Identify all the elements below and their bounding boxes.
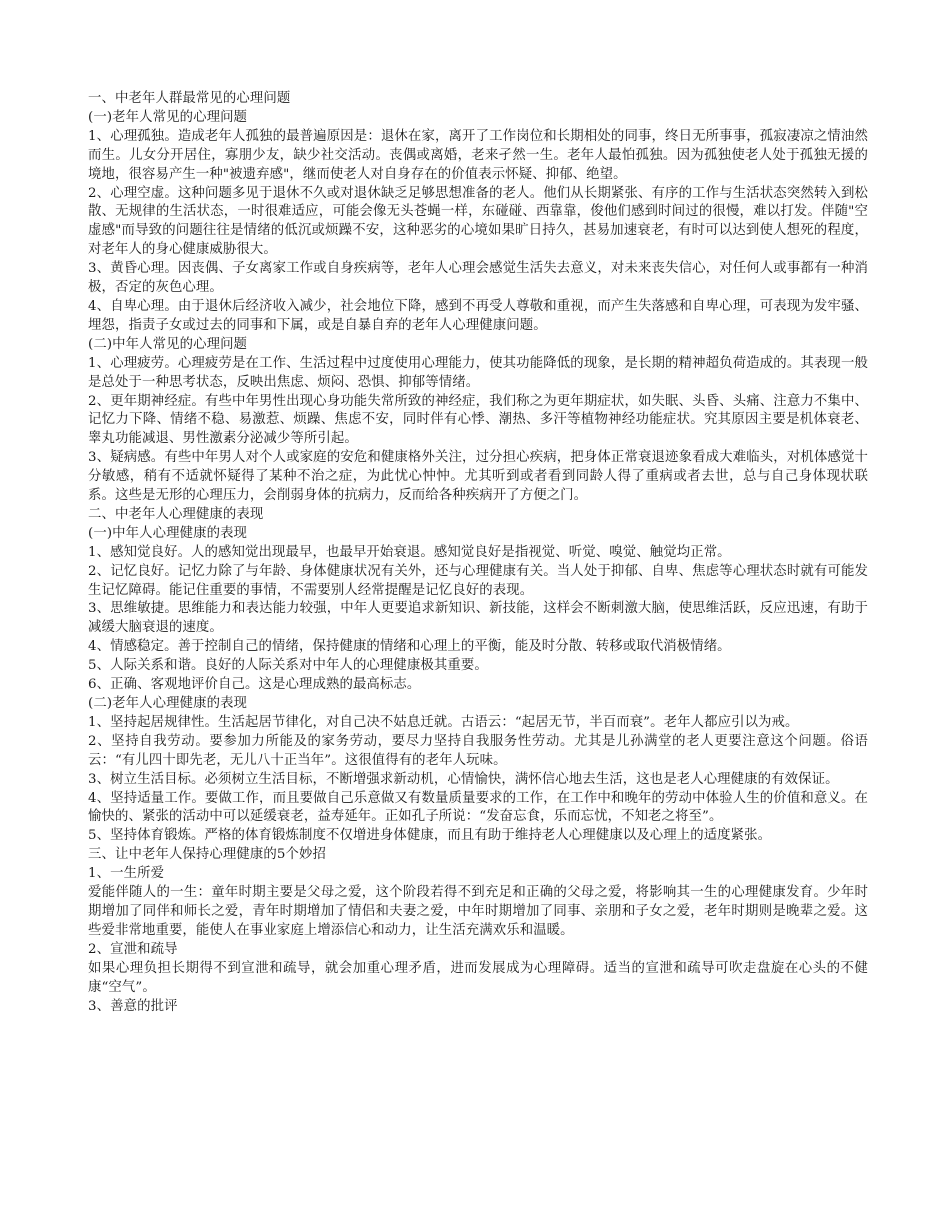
body-paragraph: 5、坚持体育锻炼。严格的体育锻炼制度不仅增进身体健康，而且有助于维持老人心理健康以及心理上的适度紧张。: [88, 828, 772, 844]
subsection-heading: 1、一生所爱: [88, 866, 165, 882]
subsection-heading: 2、宣泄和疏导: [88, 941, 178, 957]
body-paragraph: 4、坚持适量工作。要做工作，而且要做自己乐意做又有数量质量要求的工作，在工作中和晚年的劳动中体验人生的价值和意义。在愉快的、紧张的活动中可以延缓衰老，益寿延年。正如孔子所说：“发奋忘食，乐而忘忧，不知老之将至”。: [88, 790, 868, 825]
subsection-heading: (一)中年人心理健康的表现: [88, 525, 248, 541]
body-paragraph: 1、感知觉良好。人的感知觉出现最早，也最早开始衰退。感知觉良好是指视觉、听觉、嗅觉、触觉均正常。: [88, 544, 731, 560]
section-heading: 二、中老年人心理健康的表现: [88, 506, 264, 522]
body-paragraph: 1、心理孤独。造成老年人孤独的最普遍原因是：退休在家，离开了工作岗位和长期相处的同事，终日无所事事，孤寂凄凉之情油然而生。儿女分开居住，寡朋少友，缺少社交活动。丧偶或离婚，老来孑然一生。老年人最怕孤独。因为孤独使老人处于孤独无援的境地，很容易产生一种"被遗弃感"，继而使老人对自身存在的价值表示怀疑、抑郁、绝望。: [88, 128, 868, 182]
body-paragraph: 2、记忆良好。记忆力除了与年龄、身体健康状况有关外，还与心理健康有关。当人处于抑郁、自卑、焦虑等心理状态时就有可能发生记忆障碍。能记住重要的事情，不需要别人经常提醒是记忆良好的表现。: [88, 563, 868, 598]
body-paragraph: 5、人际关系和谐。良好的人际关系对中年人的心理健康极其重要。: [88, 658, 488, 674]
body-paragraph: 3、疑病感。有些中年男人对个人或家庭的安危和健康格外关注，过分担心疾病，把身体正常衰退迹象看成大难临头，对机体感觉十分敏感，稍有不适就怀疑得了某种不治之症，为此忧心忡忡。尤其听到或者看到同龄人得了重病或者去世，总与自己身体现状联系。这些是无形的心理压力，会削弱身体的抗病力，反而给各种疾病开了方便之门。: [88, 450, 868, 504]
body-paragraph: 3、思维敏捷。思维能力和表达能力较强，中年人更要追求新知识、新技能，这样会不断刺激大脑，使思维活跃，反应迅速，有助于减缓大脑衰退的速度。: [88, 601, 868, 636]
subsection-heading: (二)老年人心理健康的表现: [88, 696, 248, 711]
document-page: [88, 90, 868, 1016]
subsection-heading: (二)中年人常见的心理问题: [88, 336, 248, 352]
body-paragraph: 3、树立生活目标。必须树立生活目标，不断增强求新动机，心情愉快，满怀信心地去生活，这也是老人心理健康的有效保证。: [88, 771, 839, 787]
body-paragraph: 2、心理空虚。这种问题多见于退休不久或对退休缺乏足够思想准备的老人。他们从长期紧张、有序的工作与生活状态突然转入到松散、无规律的生活状态，一时很难适应，可能会像无头苍蝇一样，东碰碰、西靠靠，俊他们感到时间过的很慢，难以打发。伴随"空虚感"而导致的问题往往是情绪的低沉或烦躁不安，这种恶劣的心境如果旷日持久，甚易加速衰老，有时可以达到使人想死的程度，对老年人的身心健康威胁很大。: [88, 185, 868, 258]
body-paragraph: 4、自卑心理。由于退休后经济收入减少，社会地位下降，感到不再受人尊敬和重视，而产生失落感和自卑心理，可表现为发牢骚、埋怨，指责子女或过去的同事和下属，或是自暴自弃的老年人心理健康问题。: [88, 298, 868, 333]
body-paragraph: 爱能伴随人的一生：童年时期主要是父母之爱，这个阶段若得不到充足和正确的父母之爱，将影响其一生的心理健康发育。少年时期增加了同伴和师长之爱，青年时期增加了情侣和夫妻之爱，中年时期增加了同事、亲朋和子女之爱，老年时期则是晚辈之爱。这些爱非常地重要，能使人在事业家庭上增添信心和动力，让生活充满欢乐和温暖。: [88, 885, 868, 938]
body-paragraph: 1、心理疲劳。心理疲劳是在工作、生活过程中过度使用心理能力，使其功能降低的现象，是长期的精神超负荷造成的。其表现一般是总处于一种思考状态，反映出焦虑、烦闷、恐惧、抑郁等情绪。: [88, 355, 868, 390]
body-paragraph: 3、黄昏心理。因丧偶、子女离家工作或自身疾病等，老年人心理会感觉生活失去意义，对未来丧失信心，对任何人或事都有一种消极，否定的灰色心理。: [88, 261, 868, 296]
section-heading: 三、让中老年人保持心理健康的5个妙招: [88, 847, 326, 863]
body-paragraph: 如果心理负担长期得不到宣泄和疏导，就会加重心理矛盾，进而发展成为心理障碍。适当的宣泄和疏导可吹走盘旋在心头的不健康“空气”。: [88, 960, 868, 995]
body-paragraph: 1、坚持起居规律性。生活起居节律化，对自己决不姑息迁就。古语云：“起居无节，半百而衰”。老年人都应引以为戒。: [88, 714, 799, 730]
body-paragraph: 4、情感稳定。善于控制自己的情绪，保持健康的情绪和心理上的平衡，能及时分散、转移或取代消极情绪。: [88, 639, 731, 655]
subsection-heading: 3、善意的批评: [88, 998, 178, 1014]
body-paragraph: 2、坚持自我劳动。要参加力所能及的家务劳动，要尽力坚持自我服务性劳动。尤其是儿孙满堂的老人更要注意这个问题。俗语云：“有儿四十即先老，无儿八十正当年”。这很值得有的老年人玩味。: [88, 733, 868, 768]
section-heading: 一、中老年人群最常见的心理问题: [88, 91, 291, 106]
subsection-heading: (一)老年人常见的心理问题: [88, 109, 248, 125]
body-paragraph: 2、更年期神经症。有些中年男性出现心身功能失常所致的神经症，我们称之为更年期症状，如失眠、头昏、头痛、注意力不集中、记忆力下降、情绪不稳、易激惹、烦躁、焦虑不安，同时伴有心悸、潮热、多汗等植物神经功能症状。究其原因主要是机体衰老、睾丸功能减退、男性激素分泌减少等所引起。: [88, 393, 868, 447]
body-paragraph: 6、正确、客观地评价自己。这是心理成熟的最高标志。: [88, 677, 421, 693]
